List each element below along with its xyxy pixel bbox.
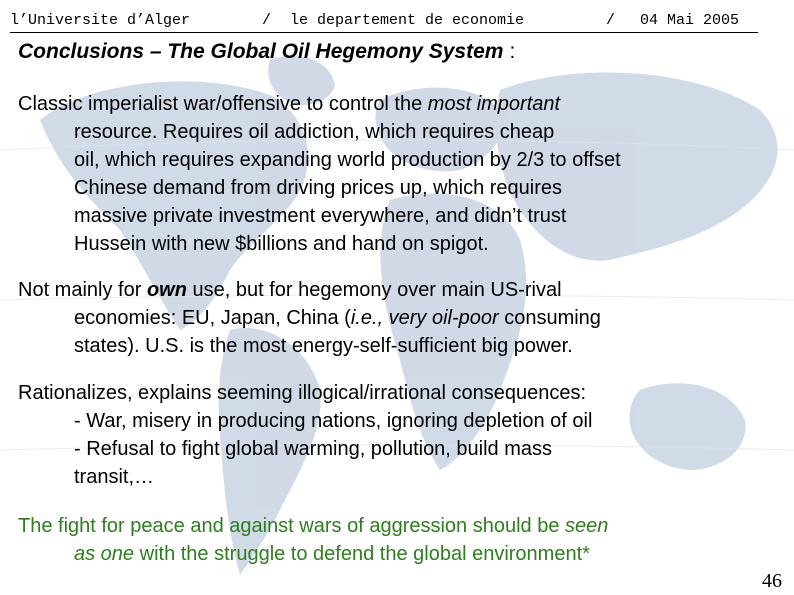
text-run: with the struggle to defend the global environment*: [134, 543, 590, 565]
text-line: oil, which requires expanding world production by 2/3 to offset: [74, 149, 621, 171]
text-line: Hussein with new $billions and hand on spigot.: [74, 233, 489, 255]
text-line: resource. Requires oil addiction, which requires cheap: [74, 121, 555, 143]
emphasis-text: own: [146, 279, 187, 301]
text-line: Rationalizes, explains seeming illogical/irrational consequences:: [18, 382, 587, 404]
emphasis-text: seen: [565, 515, 609, 537]
emphasis-text: most important: [427, 93, 561, 115]
text-line: - War, misery in producing nations, ignoring depletion of oil: [74, 410, 593, 432]
text-line: [18, 276, 601, 304]
text-line: Chinese demand from driving prices up, which requires: [74, 177, 563, 199]
slide-title-colon: :: [509, 40, 516, 63]
australia-shape: [629, 383, 745, 470]
paragraph-imperialist-war: [18, 90, 621, 258]
header-institution: l’Universite d’Alger: [10, 12, 191, 29]
text-line: states). U.S. is the most energy-self-sufficient big power.: [74, 335, 573, 357]
text-line: [18, 90, 621, 118]
paragraph-hegemony: [18, 276, 601, 360]
text-run: Not mainly for: [18, 279, 147, 301]
text-line: [18, 540, 608, 568]
text-run: Classic imperialist war/offensive to control the: [18, 93, 428, 115]
paragraph-rationalizes: [18, 379, 592, 491]
header-separator: /: [262, 12, 272, 29]
text-run: consuming: [498, 307, 601, 329]
paragraph-peace-environment: [18, 512, 608, 568]
text-line: - Refusal to fight global warming, pollution, build mass: [74, 438, 553, 460]
text-line: [18, 304, 601, 332]
emphasis-text: i.e., very oil-poor: [350, 307, 499, 329]
header-department: le departement de economie: [290, 12, 525, 29]
header-separator: /: [606, 12, 616, 29]
text-run: economies: EU, Japan, China (: [74, 307, 351, 329]
page-number: 46: [762, 570, 782, 592]
emphasis-text: as one: [74, 543, 135, 565]
slide-title-text: Conclusions – The Global Oil Hegemony System: [18, 40, 504, 63]
slide-title: [18, 40, 515, 64]
header-date: 04 Mai 2005: [640, 12, 740, 29]
text-run: use, but for hegemony over main US-rival: [186, 279, 562, 301]
text-line: [18, 512, 608, 540]
text-line: transit,…: [74, 466, 155, 488]
slide-header: [10, 10, 758, 33]
text-run: The fight for peace and against wars of aggression should be: [18, 515, 566, 537]
text-line: massive private investment everywhere, and didn’t trust: [74, 205, 567, 227]
